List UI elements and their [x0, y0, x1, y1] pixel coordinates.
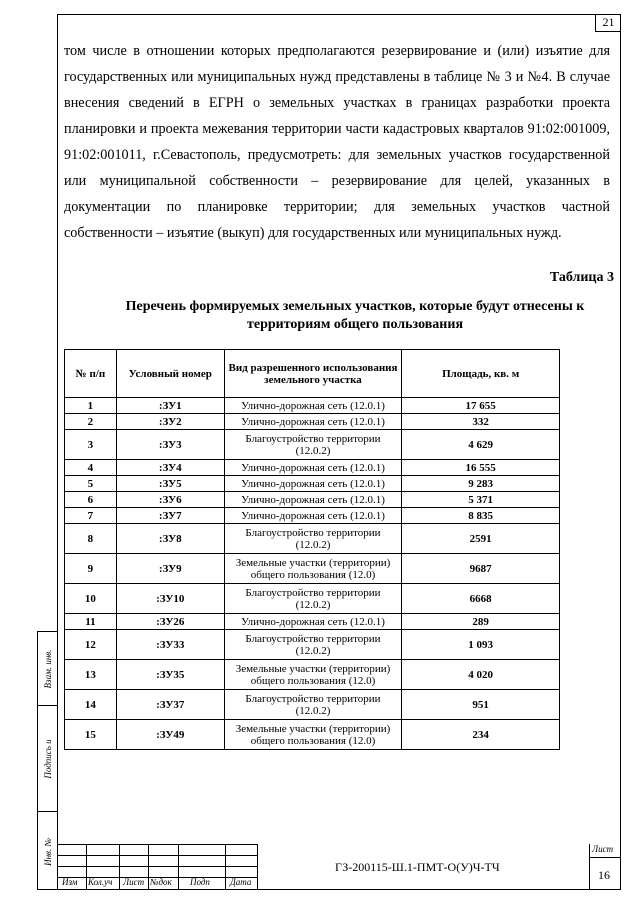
cell-num: 10	[65, 584, 117, 614]
table-row	[65, 508, 560, 524]
cell-num: 9	[65, 554, 117, 584]
table-row	[65, 524, 560, 554]
cell-code: :ЗУ37	[116, 690, 224, 720]
table-row	[65, 414, 560, 430]
cell-num: 13	[65, 660, 117, 690]
cell-area: 5 371	[402, 492, 560, 508]
cell-code: :ЗУ3	[116, 430, 224, 460]
cell-area: 289	[402, 614, 560, 630]
cell-num: 4	[65, 460, 117, 476]
cell-area: 2591	[402, 524, 560, 554]
cell-num: 12	[65, 630, 117, 660]
cell-area: 9687	[402, 554, 560, 584]
table-row	[65, 398, 560, 414]
table-row	[65, 660, 560, 690]
cell-use: Улично-дорожная сеть (12.0.1)	[224, 460, 402, 476]
table-row	[65, 554, 560, 584]
cell-use: Благоустройство территории (12.0.2)	[224, 524, 402, 554]
cell-use: Улично-дорожная сеть (12.0.1)	[224, 398, 402, 414]
cell-use: Земельные участки (территории) общего пользования (12.0)	[224, 720, 402, 750]
side-cell-1	[38, 632, 58, 706]
table-row	[65, 476, 560, 492]
sheet-number: 16	[598, 868, 610, 882]
cell-area: 9 283	[402, 476, 560, 492]
cell-use: Благоустройство территории (12.0.2)	[224, 690, 402, 720]
header-code: Условный номер	[116, 350, 224, 398]
body-paragraph	[64, 38, 610, 246]
table-caption: Перечень формируемых земельных участков, которые будут отнесены к территориям общего пользования	[125, 299, 585, 332]
page-number-top: 21	[595, 14, 621, 32]
table-row	[65, 460, 560, 476]
cell-num: 1	[65, 398, 117, 414]
cell-area: 4 629	[402, 430, 560, 460]
header-use: Вид разрешенного использования земельного участка	[224, 350, 402, 398]
table-row	[65, 690, 560, 720]
cell-code: :ЗУ9	[116, 554, 224, 584]
land-plots-table	[64, 349, 560, 750]
cell-code: :ЗУ1	[116, 398, 224, 414]
side-label-2: Подпись и	[43, 739, 53, 779]
cell-area: 332	[402, 414, 560, 430]
sheet-label: Лист	[592, 844, 614, 854]
cell-num: 3	[65, 430, 117, 460]
table-row	[65, 630, 560, 660]
document-code: ГЗ-200115-Ш.1-ПМТ-О(У)Ч-ТЧ	[335, 860, 500, 874]
cell-code: :ЗУ6	[116, 492, 224, 508]
cell-use: Улично-дорожная сеть (12.0.1)	[224, 414, 402, 430]
table-row	[65, 614, 560, 630]
cell-area: 1 093	[402, 630, 560, 660]
table-row	[65, 492, 560, 508]
cell-code: :ЗУ35	[116, 660, 224, 690]
stamp-col-kolich: Кол.уч	[88, 877, 113, 887]
side-label-3: Инв. №	[43, 838, 53, 866]
stamp-col-list: Лист	[123, 877, 145, 887]
cell-code: :ЗУ2	[116, 414, 224, 430]
cell-code: :ЗУ8	[116, 524, 224, 554]
cell-use: Улично-дорожная сеть (12.0.1)	[224, 614, 402, 630]
cell-code: :ЗУ26	[116, 614, 224, 630]
cell-num: 15	[65, 720, 117, 750]
cell-use: Земельные участки (территории) общего пользования (12.0)	[224, 660, 402, 690]
side-label-1: Взам. инв.	[43, 649, 53, 689]
cell-use: Благоустройство территории (12.0.2)	[224, 430, 402, 460]
cell-use: Улично-дорожная сеть (12.0.1)	[224, 492, 402, 508]
table-label: Таблица 3	[549, 270, 614, 285]
cell-code: :ЗУ10	[116, 584, 224, 614]
table-row	[65, 720, 560, 750]
stamp-col-izm: Изм	[62, 877, 78, 887]
cell-num: 5	[65, 476, 117, 492]
cell-area: 6668	[402, 584, 560, 614]
cell-area: 16 555	[402, 460, 560, 476]
title-block	[57, 844, 621, 890]
cell-use: Земельные участки (территории) общего пользования (12.0)	[224, 554, 402, 584]
cell-num: 8	[65, 524, 117, 554]
side-strip	[37, 631, 57, 890]
stamp-col-podp: Подп	[190, 877, 210, 887]
body-text: том числе в отношении которых предполагаются резервирование и (или) изъятие для государственных или муниципальных нужд представлены в таблице № 3 и №4. В случае внесения сведений в ЕГРН о земельных участках в границах разработки проекта планировки и проекта межевания территории части кадастровых кварталов 91:02:001009, 91:02:001011, г.Севастополь, предусмотреть: для земельных участков государственной или муниципальной собственности – резервирование для целей, указанных в документации по планировке территории; для земельных участков частной собственности – изъятие (выкуп) для государственных или муниципальных нужд.	[64, 43, 610, 241]
table-header-row	[65, 350, 560, 398]
side-cell-3	[38, 812, 58, 891]
header-area: Площадь, кв. м	[402, 350, 560, 398]
cell-area: 4 020	[402, 660, 560, 690]
table-row	[65, 430, 560, 460]
cell-use: Благоустройство территории (12.0.2)	[224, 584, 402, 614]
cell-code: :ЗУ4	[116, 460, 224, 476]
table-row	[65, 584, 560, 614]
cell-num: 6	[65, 492, 117, 508]
stamp-col-ndok: №док	[150, 877, 172, 887]
cell-area: 17 655	[402, 398, 560, 414]
cell-code: :ЗУ49	[116, 720, 224, 750]
cell-code: :ЗУ5	[116, 476, 224, 492]
cell-code: :ЗУ7	[116, 508, 224, 524]
stamp-col-data: Дата	[230, 877, 252, 887]
cell-num: 14	[65, 690, 117, 720]
cell-code: :ЗУ33	[116, 630, 224, 660]
header-num: № п/п	[65, 350, 117, 398]
cell-num: 11	[65, 614, 117, 630]
cell-use: Улично-дорожная сеть (12.0.1)	[224, 476, 402, 492]
cell-num: 7	[65, 508, 117, 524]
cell-use: Улично-дорожная сеть (12.0.1)	[224, 508, 402, 524]
cell-area: 234	[402, 720, 560, 750]
cell-use: Благоустройство территории (12.0.2)	[224, 630, 402, 660]
side-cell-2	[38, 706, 58, 812]
cell-area: 951	[402, 690, 560, 720]
cell-num: 2	[65, 414, 117, 430]
cell-area: 8 835	[402, 508, 560, 524]
